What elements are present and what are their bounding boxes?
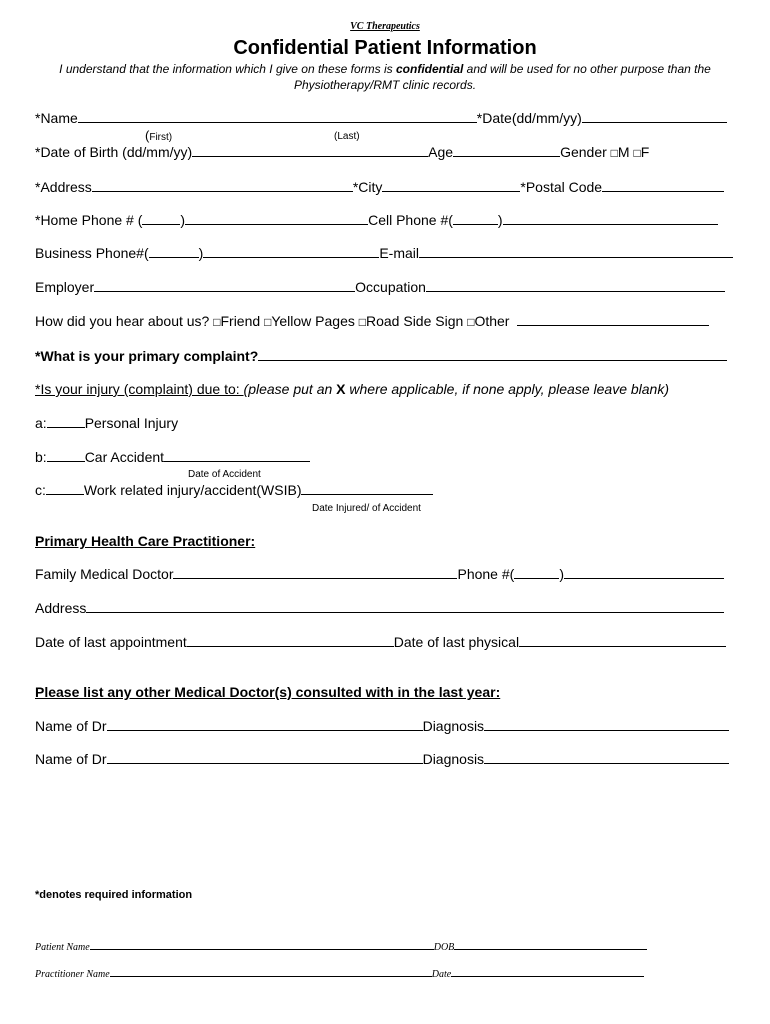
business-phone-area-field[interactable]	[149, 245, 199, 258]
patient-name-label: Patient Name	[35, 942, 90, 953]
doctor-address-row	[35, 600, 724, 617]
practitioner-name-field[interactable]	[110, 967, 432, 977]
home-phone-area-field[interactable]	[142, 212, 180, 225]
date-field[interactable]	[582, 110, 727, 123]
age-label: Age	[428, 144, 454, 160]
doctor-address-label: Address	[35, 600, 87, 616]
hear-yellow-checkbox[interactable]: □	[264, 315, 272, 329]
occupation-label: Occupation	[355, 279, 426, 295]
employer-field[interactable]	[94, 279, 355, 292]
patient-name-field[interactable]	[90, 940, 434, 950]
name-field[interactable]	[78, 110, 477, 123]
gender-m-label: M	[617, 144, 630, 160]
diagnosis-field[interactable]	[484, 751, 729, 764]
injury-question	[35, 381, 669, 398]
diagnosis-field[interactable]	[484, 718, 729, 731]
gender-label: Gender	[560, 144, 607, 160]
injury-note-post: where applicable, if none apply, please leave blank)	[345, 381, 670, 397]
address-field[interactable]	[92, 179, 353, 192]
option-a-field[interactable]	[47, 415, 85, 428]
home-phone-label: *Home Phone # (	[35, 212, 143, 228]
postal-field[interactable]	[602, 179, 724, 192]
appointment-row	[35, 634, 726, 651]
patient-name-row	[35, 940, 647, 953]
city-field[interactable]	[382, 179, 520, 192]
doctor-address-field[interactable]	[86, 600, 724, 613]
occupation-field[interactable]	[426, 279, 725, 292]
dob-footer-field[interactable]	[454, 940, 647, 950]
diagnosis-label: Diagnosis	[422, 751, 485, 767]
doctor-label: Family Medical Doctor	[35, 566, 174, 582]
option-c-field[interactable]	[46, 482, 84, 495]
hear-other-checkbox[interactable]: □	[467, 315, 475, 329]
name-label: *Name	[35, 110, 78, 126]
complaint-label: *What is your primary complaint?	[35, 348, 259, 364]
practitioner-heading: Primary Health Care Practitioner:	[35, 533, 256, 549]
accident-date-field[interactable]	[164, 449, 310, 462]
address-row	[35, 179, 724, 196]
city-label: *City	[352, 179, 383, 195]
wsib-date-field[interactable]	[301, 482, 433, 495]
intro-post: and will be used for no other purpose than the	[463, 62, 711, 76]
intro-line-1	[0, 62, 770, 76]
hear-yellow-label: Yellow Pages	[271, 313, 355, 329]
hear-friend-checkbox[interactable]: □	[213, 315, 221, 329]
diagnosis-label: Diagnosis	[422, 718, 485, 734]
accident-date-hint: Date of Accident	[188, 469, 261, 480]
complaint-field[interactable]	[258, 348, 727, 361]
first-hint-paren: (	[145, 128, 150, 143]
doctor-field[interactable]	[173, 566, 457, 579]
intro-line-2: Physiotherapy/RMT clinic records.	[293, 78, 477, 92]
option-b-prefix: b:	[35, 449, 47, 465]
business-row	[35, 245, 733, 262]
business-phone-close: )	[198, 245, 204, 261]
business-phone-field[interactable]	[203, 245, 379, 258]
intro-bold: confidential	[396, 62, 464, 76]
injury-label: *Is your injury (complaint) due to:	[35, 381, 244, 397]
last-hint: (Last)	[334, 131, 360, 142]
last-physical-label: Date of last physical	[393, 634, 520, 650]
gender-f-label: F	[640, 144, 650, 160]
dob-field[interactable]	[192, 144, 428, 157]
first-hint-text: First)	[149, 132, 173, 143]
gender-f-checkbox[interactable]: □	[633, 146, 641, 160]
option-a-label: Personal Injury	[84, 415, 179, 431]
practitioner-name-row	[35, 967, 644, 980]
wsib-date-hint: Date Injured/ of Accident	[312, 503, 421, 514]
company-name: VC Therapeutics	[350, 21, 420, 32]
option-c-prefix: c:	[35, 482, 46, 498]
intro-pre: I understand that the information which I give on these forms is	[59, 62, 396, 76]
phone-row	[35, 212, 718, 229]
dob-row	[35, 144, 649, 162]
cell-phone-area-field[interactable]	[453, 212, 498, 225]
home-phone-field[interactable]	[185, 212, 368, 225]
option-a-prefix: a:	[35, 415, 47, 431]
name-row	[35, 110, 727, 127]
other-doctor-name-label: Name of Dr	[35, 751, 107, 767]
employer-label: Employer	[35, 279, 95, 295]
cell-phone-field[interactable]	[503, 212, 718, 225]
first-hint	[145, 128, 172, 143]
home-phone-close: )	[180, 212, 186, 228]
hear-other-field[interactable]	[517, 313, 709, 326]
doctor-phone-close: )	[559, 566, 564, 582]
cell-phone-label: Cell Phone #(	[368, 212, 453, 228]
hear-row	[35, 313, 709, 331]
doctor-phone-label: Phone #(	[457, 566, 515, 582]
form-title: Confidential Patient Information	[233, 37, 537, 59]
hear-road-label: Road Side Sign	[366, 313, 464, 329]
option-c-row	[35, 482, 433, 499]
required-note: *denotes required information	[35, 889, 193, 901]
dob-footer-label: DOB	[433, 942, 455, 953]
hear-road-checkbox[interactable]: □	[358, 315, 366, 329]
last-physical-field[interactable]	[519, 634, 726, 647]
date-footer-field[interactable]	[451, 967, 644, 977]
employer-row	[35, 279, 725, 296]
last-appt-field[interactable]	[187, 634, 394, 647]
other-doctor-row-2	[35, 751, 729, 768]
email-field[interactable]	[419, 245, 733, 258]
postal-label: *Postal Code	[520, 179, 603, 195]
injury-note-pre: (please put an	[243, 381, 337, 397]
address-label: *Address	[35, 179, 92, 195]
option-b-label: Car Accident	[84, 449, 165, 465]
last-appt-label: Date of last appointment	[35, 634, 187, 650]
doctor-row	[35, 566, 724, 583]
business-phone-label: Business Phone#(	[35, 245, 149, 261]
email-label: E-mail	[379, 245, 419, 261]
option-a-row	[35, 415, 178, 432]
cell-phone-close: )	[497, 212, 503, 228]
option-b-field[interactable]	[47, 449, 85, 462]
date-label: *Date(dd/mm/yy)	[476, 110, 582, 126]
other-doctors-heading: Please list any other Medical Doctor(s) consulted with in the last year:	[35, 684, 501, 700]
option-b-row	[35, 449, 310, 466]
complaint-row	[35, 348, 727, 365]
doctor-phone-field[interactable]	[564, 566, 724, 579]
other-doctor-row-1	[35, 718, 729, 735]
injury-note-x: X	[336, 381, 346, 397]
hear-other-label: Other	[474, 313, 510, 329]
hear-label: How did you hear about us?	[35, 313, 210, 329]
practitioner-name-label: Practitioner Name	[35, 969, 110, 980]
doctor-phone-area-field[interactable]	[514, 566, 559, 579]
date-footer-label: Date	[431, 969, 452, 980]
gender-m-checkbox[interactable]: □	[610, 146, 618, 160]
option-c-label: Work related injury/accident(WSIB)	[83, 482, 302, 498]
other-doctor-name-label: Name of Dr	[35, 718, 107, 734]
other-doctor-name-field[interactable]	[107, 718, 423, 731]
hear-friend-label: Friend	[220, 313, 261, 329]
age-field[interactable]	[453, 144, 560, 157]
other-doctor-name-field[interactable]	[107, 751, 423, 764]
dob-label: *Date of Birth (dd/mm/yy)	[35, 144, 193, 160]
